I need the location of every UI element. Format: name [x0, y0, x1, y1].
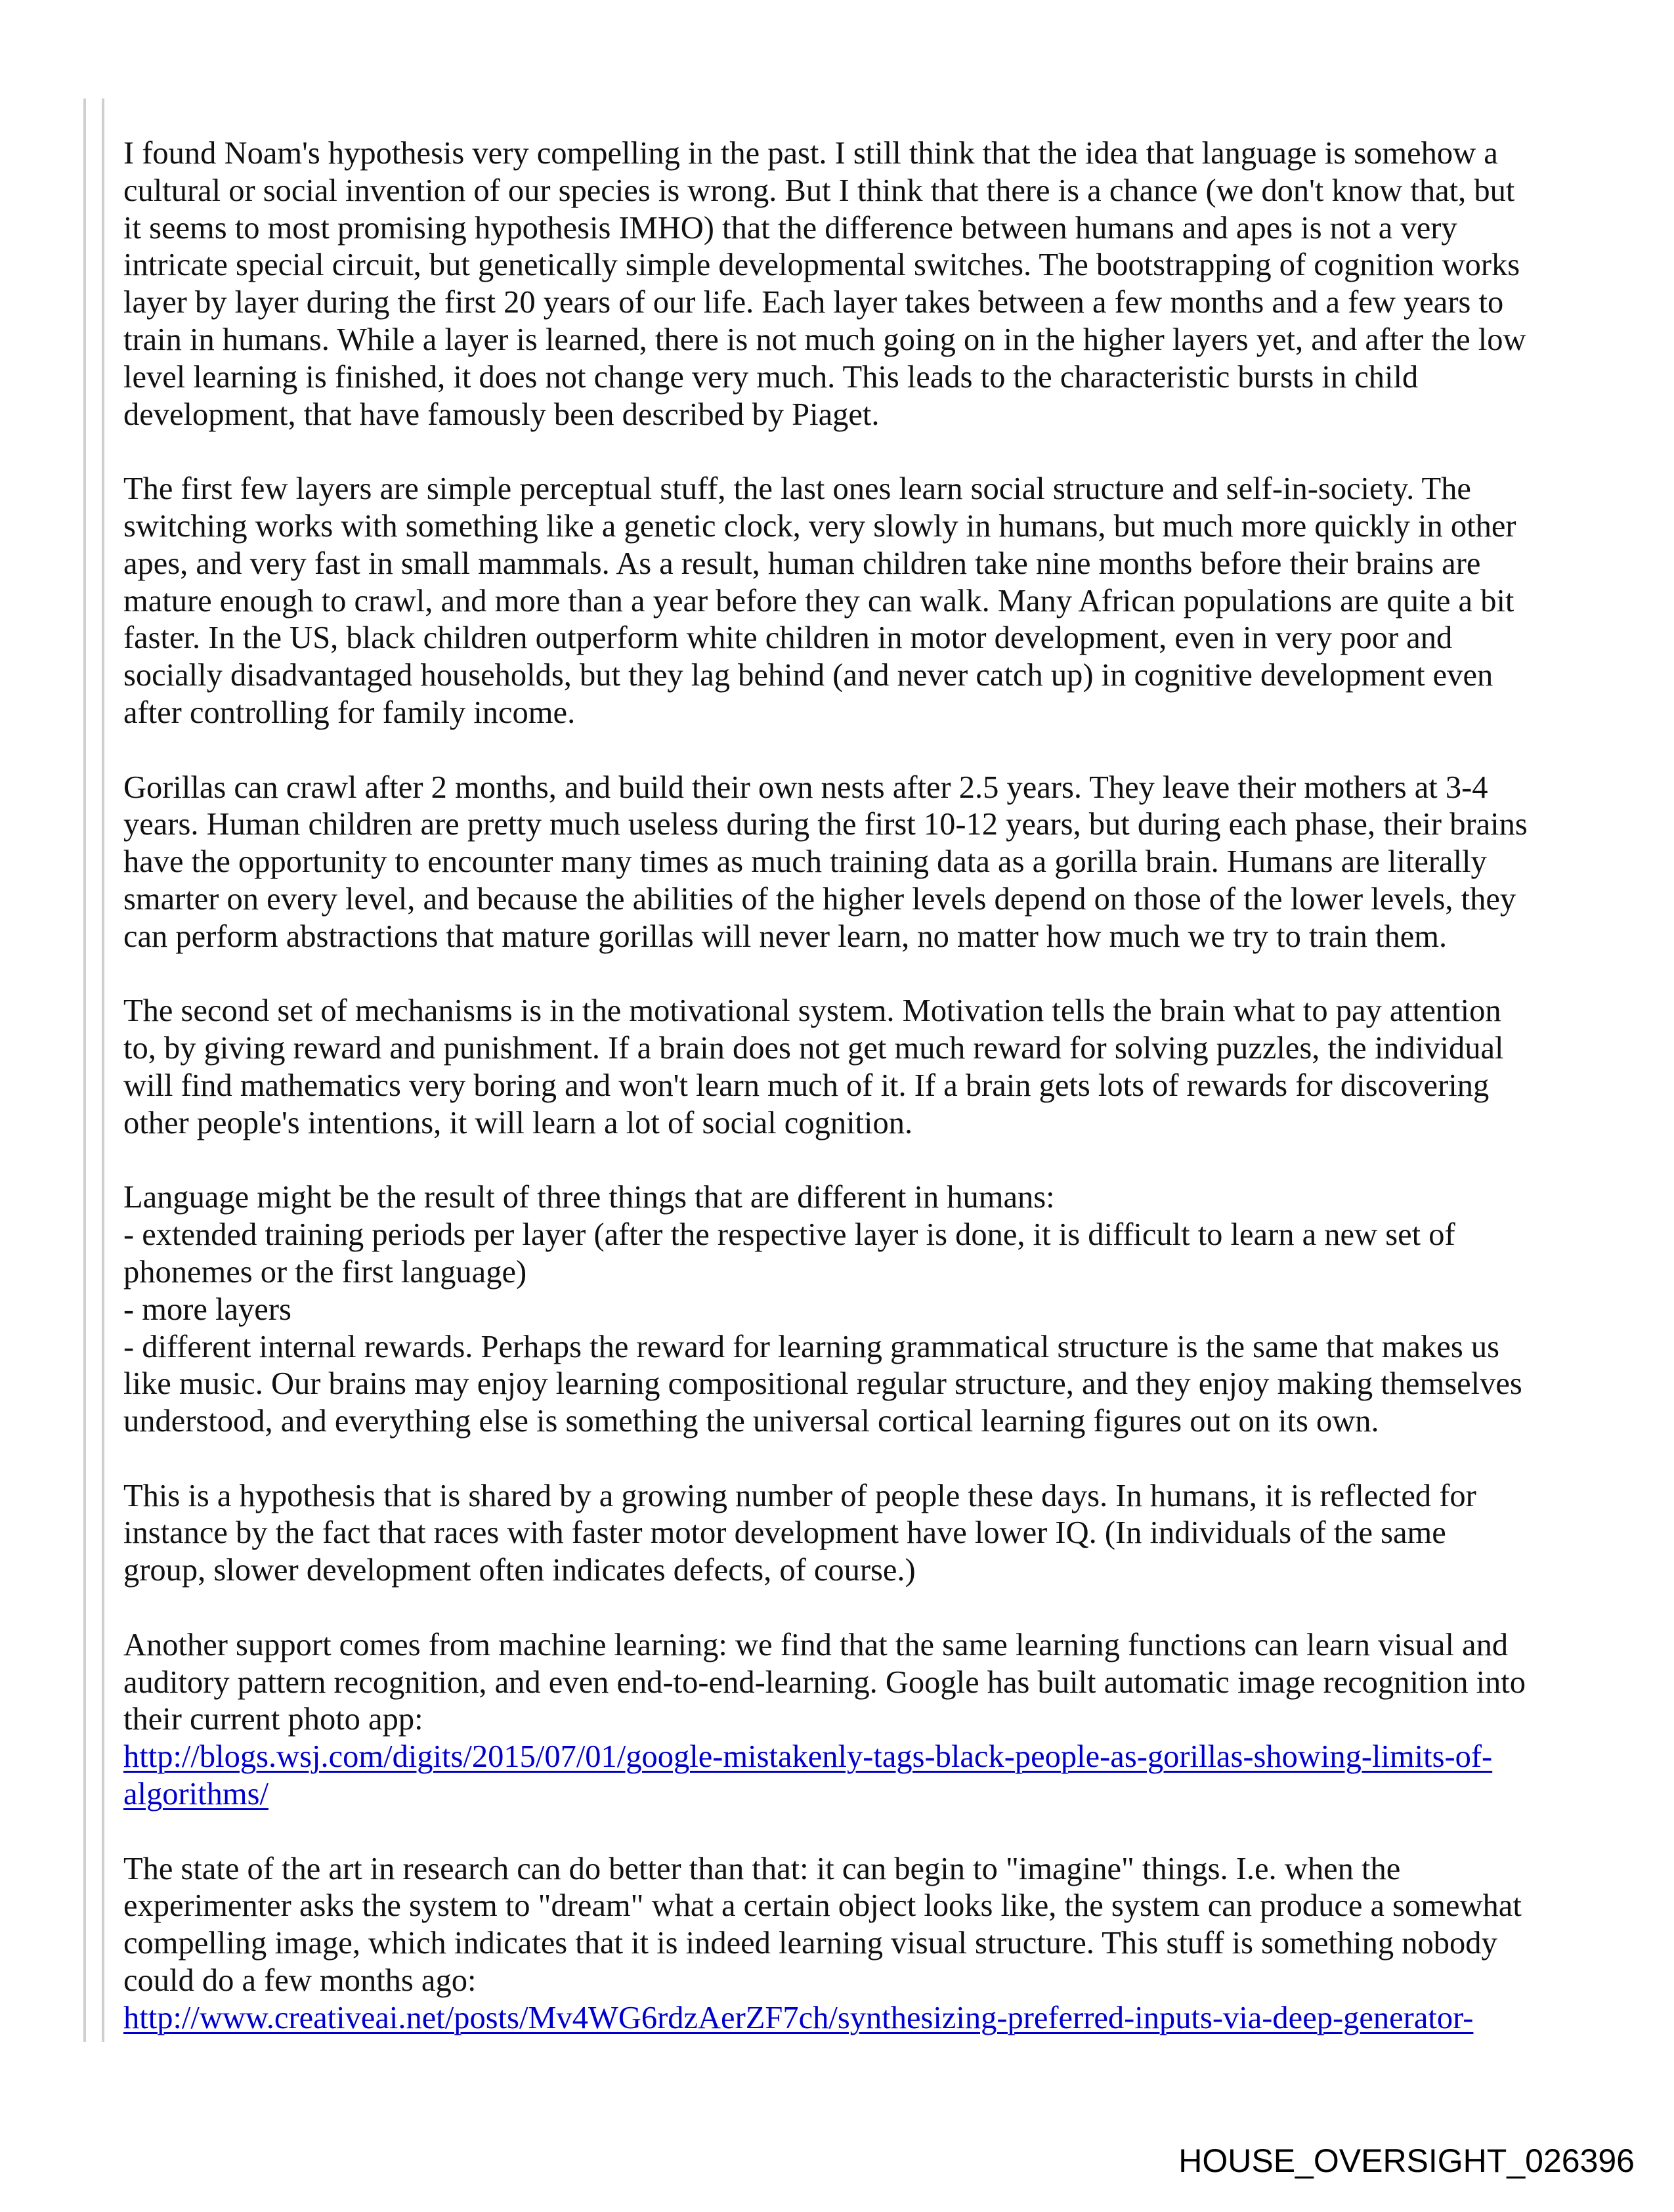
text-line: The state of the art in research can do better than that: it can begin to "imagine" things. I.e. when the [123, 1851, 1401, 1886]
text-line: will find mathematics very boring and won't learn much of it. If a brain gets lots of rewards for discovering [123, 1068, 1490, 1103]
text-line: layer by layer during the first 20 years of our life. Each layer takes between a few months and a few years to [123, 285, 1504, 320]
text-line: cultural or social invention of our species is wrong. But I think that there is a chance (we don't know that, but [123, 173, 1515, 208]
text-line: smarter on every level, and because the abilities of the higher levels depend on those of the lower levels, they [123, 881, 1516, 917]
text-line: after controlling for family income. [123, 695, 576, 730]
paragraph [123, 471, 1587, 732]
text-line: The first few layers are simple perceptual stuff, the last ones learn social structure and self-in-society. The [123, 471, 1471, 507]
text-line: auditory pattern recognition, and even end-to-end-learning. Google has built automatic image recognition into [123, 1664, 1526, 1700]
text-line: - extended training periods per layer (after the respective layer is done, it is difficult to learn a new set of [123, 1217, 1455, 1253]
text-line: Language might be the result of three things that are different in humans: [123, 1180, 1055, 1215]
text-line: development, that have famously been described by Piaget. [123, 397, 880, 432]
text-line: faster. In the US, black children outperform white children in motor development, even in very poor and [123, 620, 1453, 656]
quote-rule-inner [102, 98, 104, 2042]
text-line: Another support comes from machine learning: we find that the same learning functions can learn visual and [123, 1627, 1509, 1662]
quote-rule-outer [83, 98, 86, 2042]
text-line: I found Noam's hypothesis very compelling in the past. I still think that the idea that language is somehow a [123, 136, 1498, 171]
text-line: could do a few months ago: [123, 1963, 477, 1999]
text-line: to, by giving reward and punishment. If a brain does not get much reward for solving puzzles, the individual [123, 1031, 1504, 1066]
text-line: like music. Our brains may enjoy learning compositional regular structure, and they enjoy making themselves [123, 1366, 1522, 1402]
paragraph [123, 1478, 1587, 1590]
text-line: apes, and very fast in small mammals. As a result, human children take nine months before their brains are [123, 546, 1481, 581]
paragraph [123, 1851, 1587, 2037]
paragraph [123, 1627, 1587, 1813]
text-line: have the opportunity to encounter many times as much training data as a gorilla brain. Humans are literally [123, 844, 1487, 880]
paragraph [123, 1179, 1587, 1441]
paragraph [123, 993, 1587, 1142]
text-line: socially disadvantaged households, but they lag behind (and never catch up) in cognitive development even [123, 658, 1493, 693]
bates-number: HOUSE_OVERSIGHT_026396 [1178, 2142, 1635, 2179]
text-line: it seems to most promising hypothesis IMHO) that the difference between humans and apes is not a very [123, 210, 1457, 246]
text-line: The second set of mechanisms is in the motivational system. Motivation tells the brain what to pay attention [123, 993, 1501, 1029]
text-line: - different internal rewards. Perhaps the reward for learning grammatical structure is the same that makes us [123, 1329, 1499, 1364]
text-line: other people's intentions, it will learn a lot of social cognition. [123, 1105, 913, 1140]
paragraph [123, 770, 1587, 956]
text-line: - more layers [123, 1291, 291, 1327]
text-line: their current photo app: [123, 1702, 423, 1737]
text-line: compelling image, which indicates that it is indeed learning visual structure. This stuff is something nobody [123, 1926, 1497, 1961]
paragraph [123, 135, 1587, 433]
text-line: understood, and everything else is something the universal cortical learning figures out on its own. [123, 1404, 1379, 1439]
text-line: intricate special circuit, but genetically simple developmental switches. The bootstrapping of cognition works [123, 248, 1520, 283]
text-line: switching works with something like a genetic clock, very slowly in humans, but much more quickly in other [123, 508, 1516, 544]
text-line: Gorillas can crawl after 2 months, and build their own nests after 2.5 years. They leave their mothers at 3-4 [123, 770, 1488, 805]
hyperlink[interactable]: http://blogs.wsj.com/digits/2015/07/01/google-mistakenly-tags-black-people-as-gorillas-showing-limits-of- [123, 1739, 1493, 1775]
text-line: phonemes or the first language) [123, 1254, 527, 1290]
text-line: can perform abstractions that mature gorillas will never learn, no matter how much we try to train them. [123, 919, 1448, 954]
text-line: level learning is finished, it does not change very much. This leads to the characteristic bursts in child [123, 359, 1419, 395]
email-body [123, 135, 1587, 2074]
text-line: years. Human children are pretty much useless during the first 10-12 years, but during each phase, their brains [123, 807, 1528, 842]
hyperlink[interactable]: algorithms/ [123, 1777, 268, 1812]
text-line: This is a hypothesis that is shared by a growing number of people these days. In humans, it is reflected for [123, 1478, 1476, 1513]
text-line: instance by the fact that races with faster motor development have lower IQ. (In individuals of the same [123, 1515, 1446, 1551]
text-line: train in humans. While a layer is learned, there is not much going on in the higher layers yet, and after the low [123, 322, 1526, 357]
text-line: experimenter asks the system to "dream" what a certain object looks like, the system can produce a somewhat [123, 1888, 1522, 1924]
hyperlink[interactable]: http://www.creativeai.net/posts/Mv4WG6rdzAerZF7ch/synthesizing-preferred-inputs-via-deep-generator- [123, 2000, 1474, 2035]
text-line: mature enough to crawl, and more than a year before they can walk. Many African populations are quite a bit [123, 583, 1514, 618]
text-line: group, slower development often indicates defects, of course.) [123, 1553, 916, 1588]
